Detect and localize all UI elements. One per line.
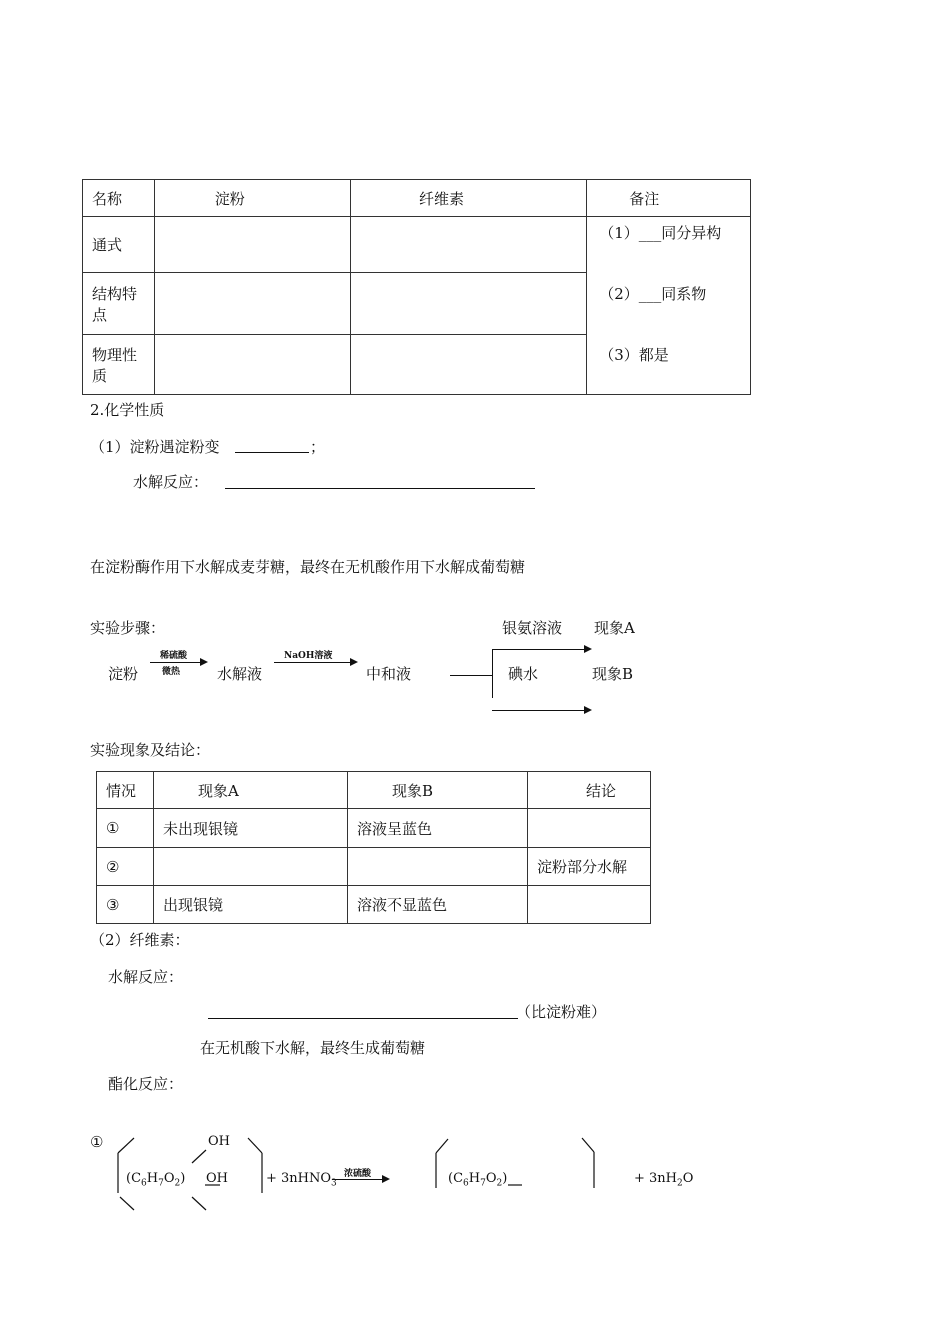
note-3: （3）都是 <box>599 346 669 364</box>
equation-arrow <box>332 1179 388 1180</box>
equation-catalyst: 浓硫酸 <box>344 1169 372 1179</box>
results-case: ② <box>97 848 154 886</box>
results-case: ① <box>97 809 154 848</box>
flow-reagent1-top: 稀硫酸 <box>160 651 188 661</box>
results-a: 出现银镜 <box>154 886 348 924</box>
flow-reagent2: NaOH溶液 <box>284 651 333 661</box>
header-notes: 备注 <box>587 180 751 217</box>
results-header-case: 情况 <box>97 772 154 809</box>
starch-description: 在淀粉酶作用下水解成麦芽糖，最终在无机酸作用下水解成葡萄糖 <box>90 558 526 576</box>
equation-oh-bottom: OH <box>206 1171 228 1186</box>
starch-hydrolysis-label: 水解反应： <box>133 473 209 491</box>
cellulose-hydrolysis-label: 水解反应： <box>108 968 184 986</box>
cellulose-note: （比淀粉难） <box>516 1003 607 1021</box>
equation-product-group: $(C_6H_7O_2)$ <box>448 1171 508 1189</box>
cellulose-description: 在无机酸下水解，最终生成葡萄糖 <box>200 1039 426 1057</box>
note-1: （1）___同分异构 <box>599 224 722 242</box>
results-b: 溶液不显蓝色 <box>348 886 528 924</box>
row-label-structure: 结构特点 <box>83 273 155 335</box>
equation-reactant-group: $(C_6H_7O_2)$ <box>126 1171 186 1189</box>
results-conclusion: 淀粉部分水解 <box>528 848 651 886</box>
cellulose-title: （2）纤维素： <box>90 931 190 949</box>
equation-reagent: + 3nHNO$_3$ <box>266 1171 337 1189</box>
header-starch: 淀粉 <box>154 180 350 217</box>
results-case: ③ <box>97 886 154 924</box>
equation-water: + $3nH_2O$ <box>634 1171 694 1189</box>
flow-starch: 淀粉 <box>108 665 139 683</box>
flow-phenomenon-a: 现象A <box>594 619 635 637</box>
flow-reagent1-bottom: 微热 <box>162 667 181 677</box>
starch-color-suffix: ； <box>310 438 326 456</box>
results-label: 实验现象及结论： <box>90 741 211 759</box>
results-b: 溶液呈蓝色 <box>348 809 528 848</box>
section-title-chemical-properties: 2.化学性质 <box>90 401 165 419</box>
note-2: （2）___同系物 <box>599 285 707 303</box>
flow-phenomenon-b: 现象B <box>592 665 634 683</box>
results-header-a: 现象A <box>154 772 348 809</box>
flow-silver-reagent: 银氨溶液 <box>502 619 563 637</box>
results-header-conclusion: 结论 <box>528 772 651 809</box>
header-cellulose: 纤维素 <box>351 180 587 217</box>
results-a: 未出现银镜 <box>154 809 348 848</box>
header-name: 名称 <box>83 180 155 217</box>
equation-number: ① <box>90 1133 104 1151</box>
flow-iodine-reagent: 碘水 <box>508 665 539 683</box>
row-label-physical: 物理性质 <box>83 335 155 395</box>
equation-oh-top: OH <box>208 1134 230 1149</box>
starch-color-prefix: （1）淀粉遇淀粉变 <box>90 438 220 456</box>
flow-neutralized: 中和液 <box>366 665 412 683</box>
results-header-b: 现象B <box>348 772 528 809</box>
esterification-label: 酯化反应： <box>108 1075 184 1093</box>
row-label-formula: 通式 <box>83 217 155 273</box>
flow-hydrolysate: 水解液 <box>217 665 263 683</box>
steps-label: 实验步骤： <box>90 619 166 637</box>
